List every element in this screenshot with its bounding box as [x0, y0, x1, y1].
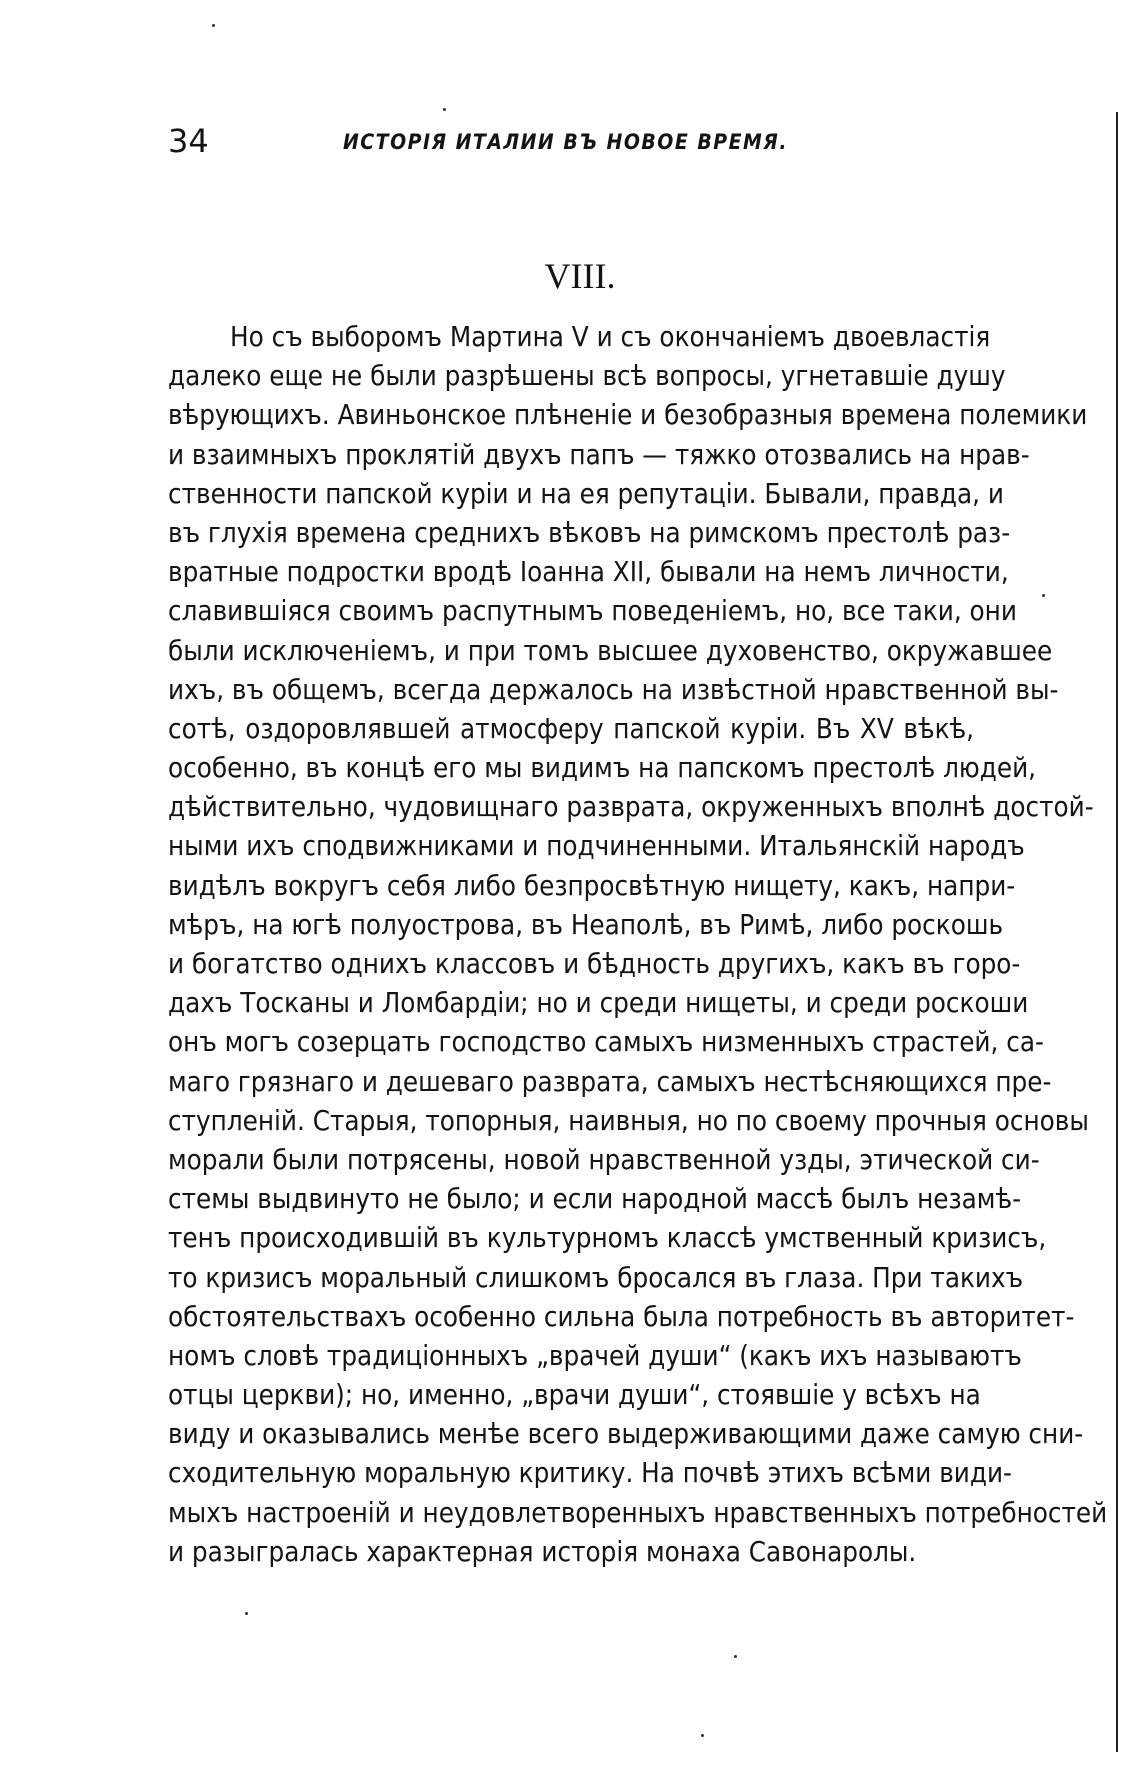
- text-line: мыхъ настроеній и неудовлетворенныхъ нравственныхъ потребностей: [168, 1496, 1108, 1529]
- text-line: сотѣ, оздоровлявшей атмосферу папской куріи. Въ XV вѣкѣ,: [168, 712, 974, 745]
- text-line: и богатство однихъ классовъ и бѣдность другихъ, какъ въ горо-: [168, 948, 1021, 980]
- section-heading: VIII.: [544, 256, 616, 296]
- body-paragraph: [168, 318, 1108, 1572]
- text-line: тенъ происходившій въ культурномъ классѣ умственный кризисъ,: [168, 1222, 1047, 1255]
- text-line: ступленій. Старыя, топорныя, наивныя, но по своему прочныя основы: [168, 1104, 1089, 1137]
- text-line: далеко еще не были разрѣшены всѣ вопросы, угнетавшіе душу: [168, 360, 1006, 393]
- text-line: маго грязнаго и дешеваго разврата, самыхъ нестѣсняющихся пре-: [168, 1065, 1052, 1098]
- text-line: онъ могъ созерцать господство самыхъ низменныхъ страстей, са-: [168, 1026, 1044, 1059]
- text-line: дѣйствительно, чудовищнаго разврата, окруженныхъ вполнѣ достой-: [168, 791, 1094, 824]
- text-line: въ глухія времена среднихъ вѣковъ на римскомъ престолѣ раз-: [168, 516, 1011, 549]
- scan-speck: [212, 24, 215, 27]
- text-line: отцы церкви); но, именно, „врачи души“, стоявшіе у всѣхъ на: [168, 1379, 981, 1412]
- text-line: мѣръ, на югѣ полуострова, въ Неаполѣ, въ Римѣ, либо роскошь: [168, 908, 1004, 941]
- text-line: были исключеніемъ, и при томъ высшее духовенство, окружавшее: [168, 634, 1053, 667]
- page-header: [168, 122, 968, 162]
- text-line: особенно, въ концѣ его мы видимъ на папскомъ престолѣ людей,: [168, 752, 1037, 785]
- text-line: дахъ Тосканы и Ломбардіи; но и среди нищеты, и среди роскоши: [168, 987, 1029, 1020]
- text-line: Но съ выборомъ Мартина V и съ окончаніемъ двоевластія: [230, 321, 991, 353]
- text-line: ихъ, въ общемъ, всегда держалось на извѣстной нравственной вы-: [168, 673, 1059, 706]
- text-line: номъ словѣ традиціонныхъ „врачей души“ (какъ ихъ называютъ: [168, 1339, 1022, 1372]
- running-title: ИСТОРІЯ ИТАЛИИ ВЪ НОВОЕ ВРЕМЯ.: [343, 130, 789, 154]
- scan-speck: [245, 1612, 248, 1615]
- text-line: ственности папской куріи и на ея репутаціи. Бывали, правда, и: [168, 477, 1004, 510]
- text-line: то кризисъ моральный слишкомъ бросался въ глаза. При такихъ: [168, 1261, 1024, 1294]
- page-edge-rule: [1116, 112, 1118, 1752]
- text-line: и разыгралась характерная исторія монаха Савонаролы.: [168, 1535, 917, 1568]
- text-line: стемы выдвинуто не было; и если народной массѣ былъ незамѣ-: [168, 1183, 1022, 1216]
- text-line: славившіяся своимъ распутнымъ поведеніемъ, но, все таки, они: [168, 595, 1017, 628]
- text-line: сходительную моральную критику. На почвѣ этихъ всѣми види-: [168, 1457, 1012, 1490]
- text-line: обстоятельствахъ особенно сильна была потребность въ авторитет-: [168, 1300, 1075, 1333]
- text-line: вратные подростки вродѣ Іоанна XII, бывали на немъ личности,: [168, 556, 1009, 589]
- scan-speck: [443, 108, 446, 111]
- text-line: ными ихъ сподвижниками и подчиненными. Итальянскій народъ: [168, 830, 1025, 863]
- scan-speck: [734, 1655, 737, 1658]
- text-line: видѣлъ вокругъ себя либо безпросвѣтную нищету, какъ, напри-: [168, 869, 1016, 902]
- page-number: 34: [168, 122, 209, 160]
- scan-speck: [1042, 594, 1045, 597]
- text-line: морали были потрясены, новой нравственной узды, этической си-: [168, 1143, 1040, 1176]
- text-line: и взаимныхъ проклятій двухъ папъ — тяжко отозвались на нрав-: [168, 438, 1030, 471]
- text-line: виду и оказывались менѣе всего выдерживающими даже самую сни-: [168, 1418, 1084, 1451]
- text-line: вѣрующихъ. Авиньонское плѣненіе и безобразныя времена полемики: [168, 399, 1088, 432]
- scan-speck: [701, 1734, 704, 1737]
